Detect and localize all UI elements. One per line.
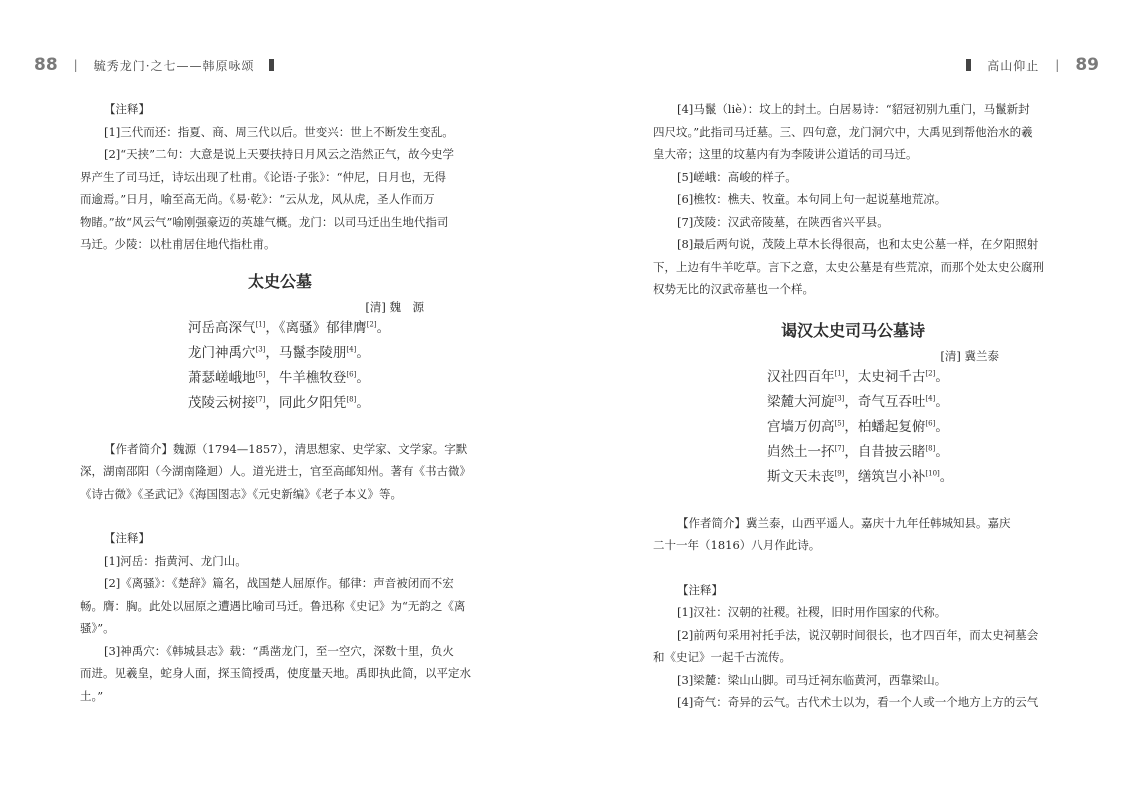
note-line: [8]最后两句说，茂陵上草木长得很高，也和太史公墓一样，在夕阳照射 bbox=[677, 237, 1039, 251]
author-intro-cont: 《诗古微》《圣武记》《海国图志》《元史新编》《老子本义》等。 bbox=[80, 486, 402, 501]
note-line: [5]嵯峨：高峻的样子。 bbox=[677, 169, 797, 184]
note-line: 下，上边有牛羊吃草。言下之意，太史公墓是有些荒凉，而那个处太史公腐刑 bbox=[653, 259, 1044, 274]
note-line: [2]《离骚》：《楚辞》篇名，战国楚人屈原作。郁律：声音被闭而不宏 bbox=[104, 576, 454, 590]
right-running-title: 高山仰止 bbox=[987, 58, 1040, 73]
header-divider: | bbox=[1055, 58, 1060, 72]
author-intro-cont: 二十一年（1816）八月作此诗。 bbox=[653, 538, 821, 552]
header-block-mark bbox=[966, 59, 971, 71]
note-line: [3]梁麓：梁山山脚。司马迁祠东临黄河，西靠梁山。 bbox=[677, 672, 947, 687]
note-line: 骚》”。 bbox=[80, 621, 115, 635]
poem-title: 太史公墓 bbox=[247, 271, 312, 291]
note-line: [4]马鬣（liè）：坟上的封土。白居易诗：“貂冠初别九重门，马鬣新封 bbox=[677, 102, 1030, 116]
note-line: [2]“天挟”二句：大意是说上天要扶持日月风云之浩然正气，故今史学 bbox=[104, 147, 455, 161]
poem-line: 河岳高深气[1]，《离骚》郁律膺[2]。 bbox=[188, 319, 391, 336]
note-line: 土。” bbox=[80, 688, 104, 703]
note-line: [7]茂陵：汉武帝陵墓，在陕西省兴平县。 bbox=[677, 214, 889, 229]
header-block-mark bbox=[269, 59, 274, 71]
poem-author: [清] 魏 源 bbox=[365, 299, 424, 314]
poem-line: 汉社四百年[1]，太史祠千古[2]。 bbox=[767, 368, 949, 385]
note-line: [1]汉社：汉朝的社稷。社稷，旧时用作国家的代称。 bbox=[677, 605, 947, 619]
note-line: [3]神禹穴：《韩城县志》载：“禹凿龙门，至一空穴，深数十里，负火 bbox=[104, 643, 454, 658]
right-page-header bbox=[966, 53, 1099, 77]
note-line: 和《史记》一起千古流传。 bbox=[653, 650, 791, 664]
poem-line: 宫墙万仞高[5]，柏蟠起复俯[6]。 bbox=[767, 418, 949, 435]
note-line: 界产生了司马迁，诗坛出现了杜甫。《论语·子张》：“仲尼，日月也，无得 bbox=[80, 169, 447, 184]
note-line: [2]前两句采用衬托手法，说汉朝时间很长，也才四百年，而太史祠墓会 bbox=[677, 627, 1039, 642]
poem-line: 茂陵云树接[7]，同此夕阳凭[8]。 bbox=[188, 394, 370, 411]
note-line: [1]河岳：指黄河、龙门山。 bbox=[104, 553, 247, 568]
notes-heading: 【注释】 bbox=[104, 102, 150, 116]
note-line: [4]奇气：奇异的云气。古代术士以为，看一个人或一个地方上方的云气 bbox=[677, 695, 1039, 709]
poem-title: 谒汉太史司马公墓诗 bbox=[780, 320, 925, 340]
notes-heading: 【注释】 bbox=[104, 531, 150, 545]
poem-line: 龙门神禹穴[3]，马鬣李陵朋[4]。 bbox=[188, 344, 370, 361]
note-line: [1]三代而还：指夏、商、周三代以后。世变兴：世上不断发生变乱。 bbox=[104, 124, 454, 139]
poem-line: 萧瑟嵯峨地[5]，牛羊樵牧登[6]。 bbox=[188, 369, 370, 386]
poem-line: 岿然土一抔[7]，自昔披云睹[8]。 bbox=[767, 443, 949, 460]
notes-heading: 【注释】 bbox=[677, 582, 723, 597]
left-page-body bbox=[80, 98, 480, 707]
note-line: 而进。见羲皇，蛇身人面，探玉简授禹，使度量天地。禹即执此简，以平定水 bbox=[80, 666, 471, 680]
left-running-title: 毓秀龙门·之七——韩原咏颂 bbox=[93, 58, 255, 73]
note-line: 四尺坟。”此指司马迁墓。三、四句意，龙门洞穴中，大禹见到帮他治水的羲 bbox=[653, 124, 1033, 139]
note-line: [6]樵牧：樵夫、牧童。本句同上句一起说墓地荒凉。 bbox=[677, 192, 947, 206]
poem-body bbox=[80, 316, 480, 416]
note-line: 畅。膺：胸。此处以屈原之遭遇比喻司马迁。鲁迅称《史记》为“无韵之《离 bbox=[80, 598, 466, 613]
right-page-body bbox=[653, 98, 1053, 714]
header-divider: | bbox=[73, 58, 78, 72]
poem-line: 斯文天未丧[9]，缮筑岂小补[10]。 bbox=[767, 468, 954, 485]
poem-body bbox=[653, 365, 1053, 490]
note-line: 而逾焉。”日月，喻至高无尚。《易·乾》：“云从龙，风从虎，圣人作而万 bbox=[80, 192, 435, 206]
author-intro: 【作者简介】冀兰泰，山西平遥人。嘉庆十九年任韩城知县。嘉庆 bbox=[677, 515, 1011, 530]
note-line: 皇大帝；这里的坟墓内有为李陵讲公道话的司马迁。 bbox=[653, 147, 918, 161]
left-page-number: 88 bbox=[34, 55, 58, 75]
note-line: 物睹。”故“风云气”喻刚强豪迈的英雄气概。龙门：以司马迁出生地代指司 bbox=[80, 214, 449, 229]
right-page-number: 89 bbox=[1075, 55, 1099, 75]
poem-line: 梁麓大河旋[3]，奇气互吞吐[4]。 bbox=[767, 393, 949, 410]
left-page-header bbox=[34, 53, 274, 77]
note-line: 权势无比的汉武帝墓也一个样。 bbox=[653, 282, 814, 296]
poem-author: [清] 冀兰泰 bbox=[940, 348, 999, 363]
author-intro-cont: 深，湖南邵阳（今湖南隆迴）人。道光进士，官至高邮知州。著有《书古微》 bbox=[80, 464, 471, 478]
note-line: 马迁。少陵：以杜甫居住地代指杜甫。 bbox=[80, 237, 276, 251]
author-intro: 【作者简介】魏源（1794—1857），清思想家、史学家、文学家。字默 bbox=[104, 441, 468, 456]
